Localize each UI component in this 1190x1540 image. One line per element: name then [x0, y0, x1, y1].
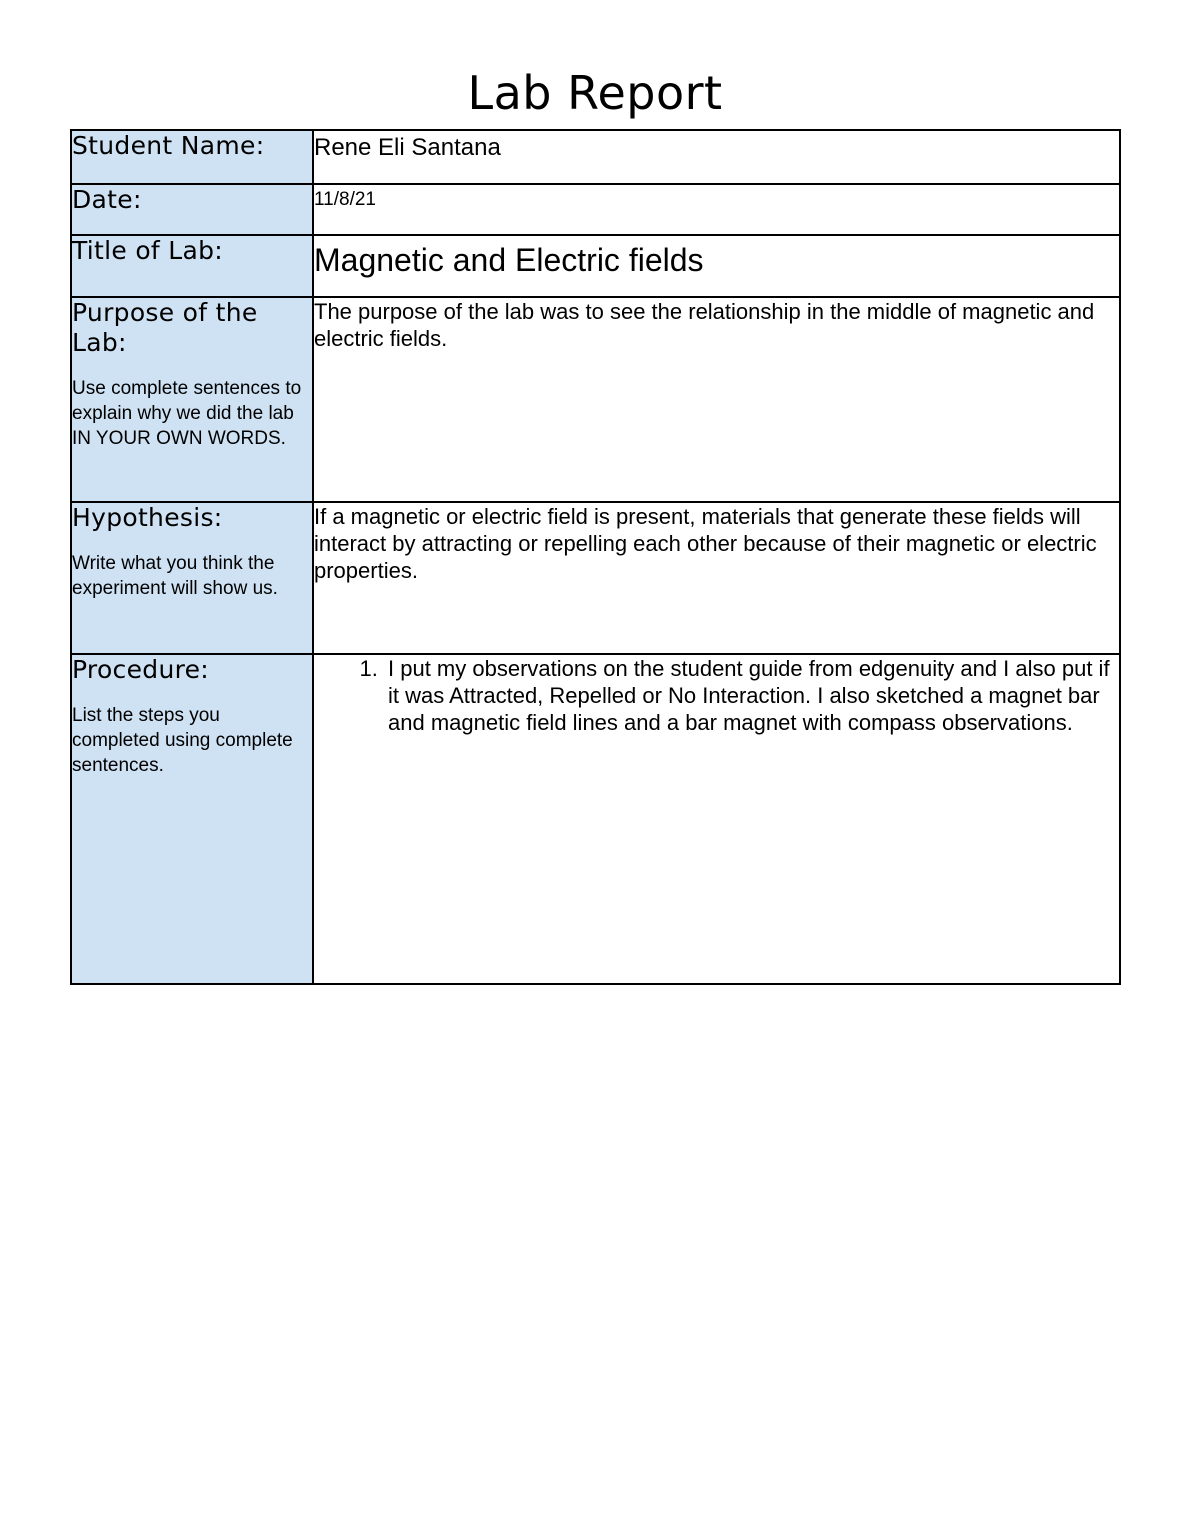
- table-row-hypothesis: [71, 502, 1120, 654]
- title-of-lab-label: Title of Lab:: [72, 236, 224, 265]
- procedure-help-text: List the steps you completed using complete sentences.: [72, 705, 293, 776]
- value-cell[interactable]: [313, 297, 1120, 502]
- procedure-label: Procedure:: [72, 655, 210, 684]
- purpose-label: Purpose of the Lab:: [72, 298, 258, 357]
- student-name-value: Rene Eli Santana: [314, 134, 501, 161]
- table-row-procedure: [71, 654, 1120, 984]
- table-row-student-name: [71, 130, 1120, 184]
- value-cell[interactable]: [313, 654, 1120, 984]
- purpose-help-text: Use complete sentences to explain why we did the lab IN YOUR OWN WORDS.: [72, 378, 302, 449]
- list-item: 1. I put my observations on the student guide from edgenuity and I also put if it was Attracted, Repelled or No Interaction. I also sketched a magnet bar and magnetic field lines and a bar magnet with compass observations.: [384, 655, 1119, 736]
- hypothesis-label: Hypothesis:: [72, 503, 223, 532]
- procedure-steps-list: [314, 655, 1119, 736]
- hypothesis-help-text: Write what you think the experiment will show us.: [72, 553, 278, 599]
- label-cell: [71, 184, 313, 235]
- label-cell: [71, 654, 313, 984]
- table-row-title-of-lab: [71, 235, 1120, 297]
- value-cell[interactable]: [313, 502, 1120, 654]
- label-cell: [71, 235, 313, 297]
- date-label: Date:: [72, 185, 142, 214]
- value-cell[interactable]: [313, 184, 1120, 235]
- label-cell: [71, 130, 313, 184]
- table-row-date: [71, 184, 1120, 235]
- label-cell: [71, 297, 313, 502]
- hypothesis-value: If a magnetic or electric field is present, materials that generate these fields will interact by attracting or repelling each other because of their magnetic or electric properties.: [314, 504, 1097, 583]
- date-value: 11/8/21: [314, 189, 376, 210]
- label-cell: [71, 502, 313, 654]
- value-cell[interactable]: [313, 235, 1120, 297]
- page-title: Lab Report: [467, 66, 723, 120]
- student-name-label: Student Name:: [72, 131, 265, 160]
- lab-report-table: [70, 129, 1121, 985]
- title-of-lab-value: Magnetic and Electric fields: [314, 242, 704, 278]
- value-cell[interactable]: [313, 130, 1120, 184]
- table-row-purpose: [71, 297, 1120, 502]
- purpose-value: The purpose of the lab was to see the relationship in the middle of magnetic and electric fields.: [314, 299, 1095, 351]
